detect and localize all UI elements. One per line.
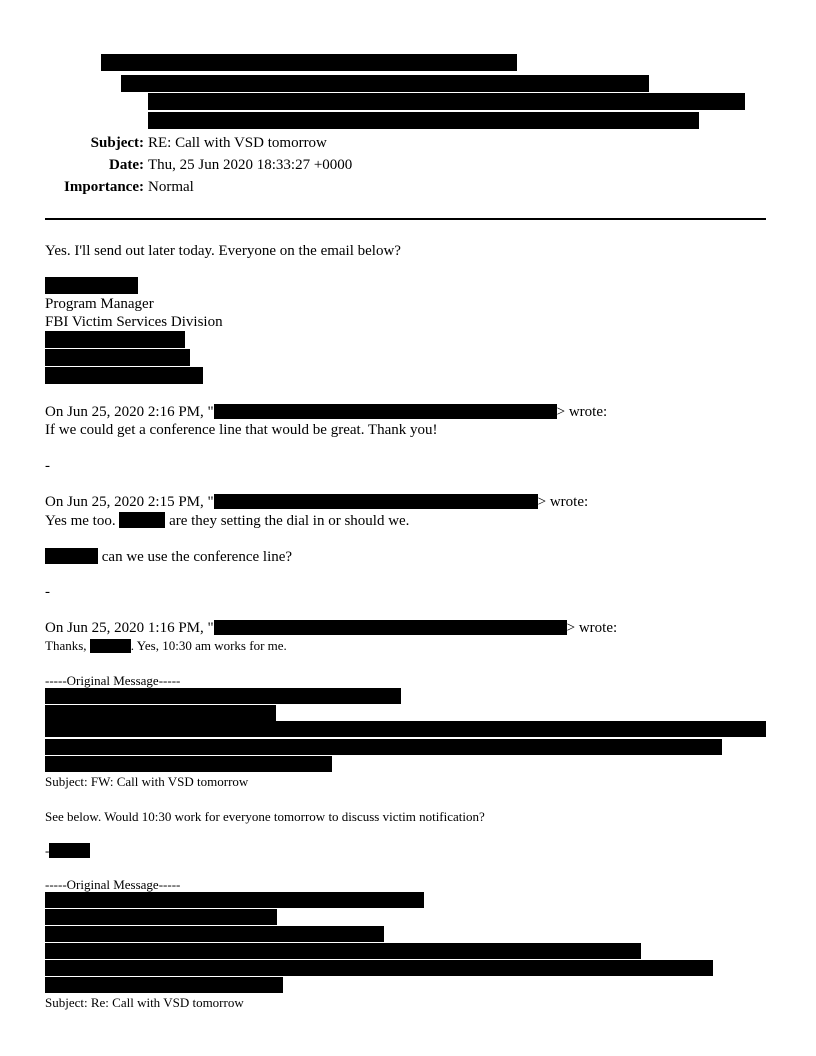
redacted-signature-line3 <box>45 367 203 384</box>
redacted-orig2-cc <box>45 943 641 959</box>
quote2-text-a: Yes me too. <box>45 513 116 529</box>
quote1-header <box>45 404 607 421</box>
reply-text: Yes. I'll send out later today. Everyone on the email below? <box>45 243 401 259</box>
redacted-quote1-sender <box>214 404 557 419</box>
quote2-suffix: > wrote: <box>537 494 589 510</box>
quote3-header <box>45 620 617 637</box>
redacted-cc <box>148 112 699 129</box>
dash-2: - <box>45 584 50 600</box>
dash-1: - <box>45 458 50 474</box>
redacted-orig1-from <box>45 688 401 704</box>
orig2-subject: Subject: Re: Call with VSD tomorrow <box>45 995 244 1010</box>
orig1-subject: Subject: FW: Call with VSD tomorrow <box>45 774 249 789</box>
quote2-text-c: can we use the conference line? <box>101 549 293 565</box>
redacted-quote3-sender <box>214 620 567 635</box>
redacted-orig2-to <box>45 926 384 942</box>
quote3-prefix: On Jun 25, 2020 1:16 PM, " <box>45 620 214 636</box>
quote1-text: If we could get a conference line that would be great. Thank you! <box>45 422 438 438</box>
quote2-prefix: On Jun 25, 2020 2:15 PM, " <box>45 494 214 510</box>
quote3-text-a: Thanks, <box>45 638 87 653</box>
orig2-label: -----Original Message----- <box>45 877 181 892</box>
date-value: Thu, 25 Jun 2020 18:33:27 +0000 <box>148 157 353 173</box>
quote2-line2 <box>45 548 292 566</box>
date-label: Date: <box>109 157 144 173</box>
redacted-quote2-name2 <box>45 548 98 564</box>
redacted-orig2-from <box>45 892 424 908</box>
signature-title: Program Manager <box>45 296 154 312</box>
orig1-signoff <box>45 843 90 858</box>
redacted-signature-line2 <box>45 349 190 366</box>
subject-label: Subject: <box>90 135 144 151</box>
redacted-orig1-to <box>45 721 766 737</box>
quote3-text-b: . Yes, 10:30 am works for me. <box>130 638 287 653</box>
redacted-orig2-sent <box>45 909 277 925</box>
redacted-sent <box>121 75 649 92</box>
redacted-orig1-cc <box>45 739 722 755</box>
redacted-quote3-name <box>90 639 131 653</box>
quote1-prefix: On Jun 25, 2020 2:16 PM, " <box>45 404 214 420</box>
redacted-signature-line1 <box>45 331 185 348</box>
quote3-suffix: > wrote: <box>566 620 618 636</box>
redacted-to <box>148 93 745 110</box>
importance-label: Importance: <box>64 179 144 195</box>
redacted-quote2-sender <box>214 494 538 509</box>
redacted-quote2-name <box>119 512 165 528</box>
importance-value: Normal <box>148 179 194 195</box>
subject-value: RE: Call with VSD tomorrow <box>148 135 327 151</box>
redacted-orig1-extra <box>45 756 332 772</box>
redacted-orig2-extra2 <box>45 977 283 993</box>
quote3-line <box>45 638 287 653</box>
redacted-from <box>101 54 517 71</box>
signature-org: FBI Victim Services Division <box>45 314 223 330</box>
redacted-orig1-sent <box>45 705 276 721</box>
quote2-header <box>45 494 588 511</box>
orig1-label: -----Original Message----- <box>45 673 181 688</box>
dash-3: - <box>45 843 50 858</box>
quote2-line1 <box>45 512 409 530</box>
header-divider <box>45 218 766 220</box>
redacted-orig2-extra1 <box>45 960 713 976</box>
redacted-orig1-signoff <box>49 843 90 858</box>
orig1-text: See below. Would 10:30 work for everyone tomorrow to discuss victim notification? <box>45 809 485 824</box>
quote1-suffix: > wrote: <box>556 404 608 420</box>
redacted-signature-name <box>45 277 138 294</box>
quote2-text-b: are they setting the dial in or should we. <box>169 513 410 529</box>
